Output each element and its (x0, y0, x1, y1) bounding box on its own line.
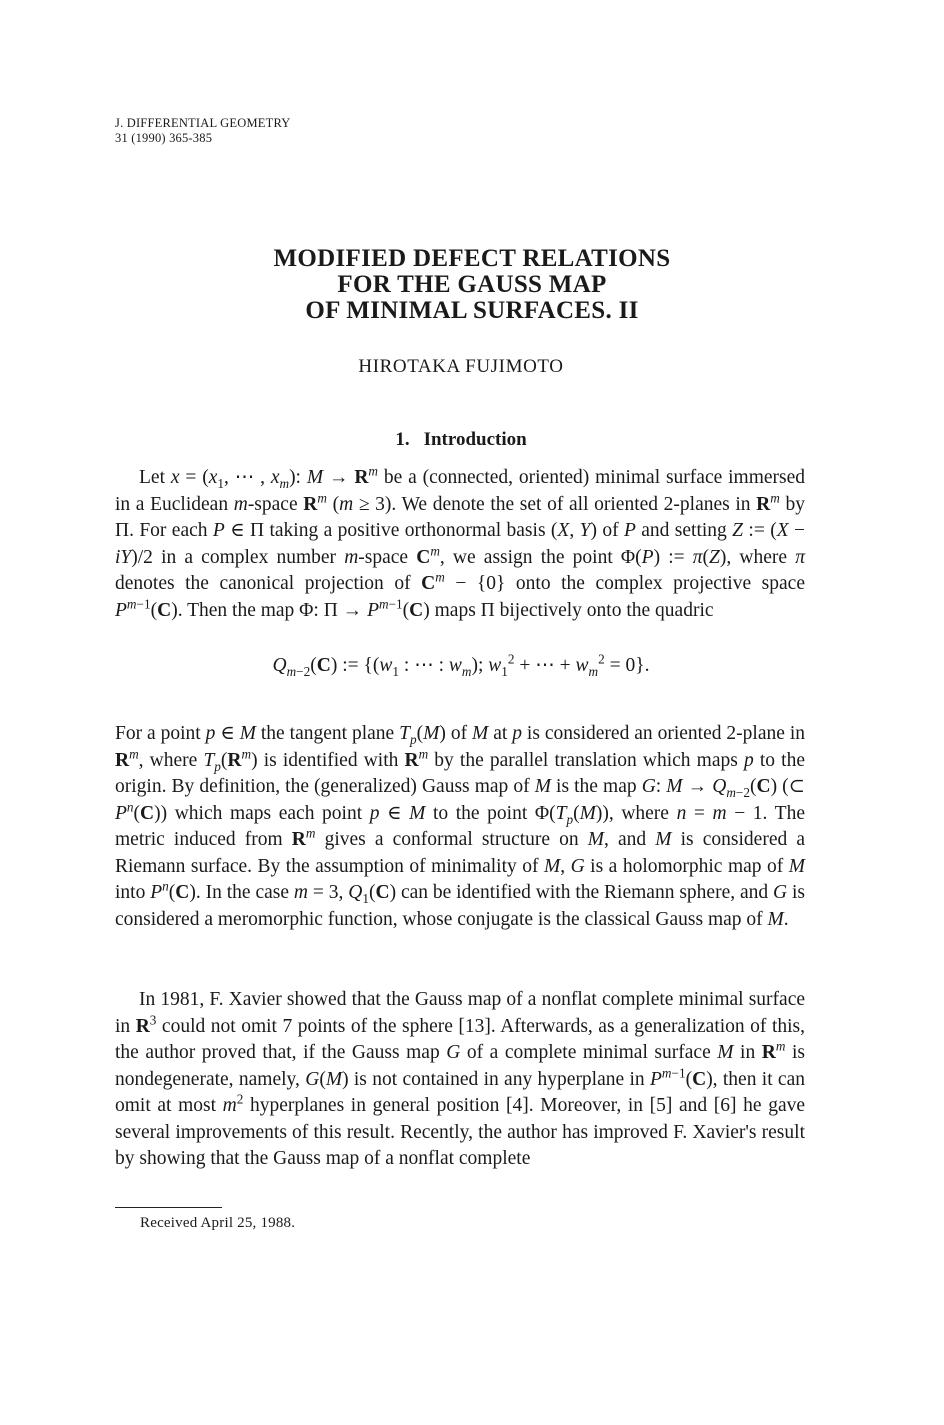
footnote-rule (115, 1207, 222, 1208)
journal-name: J. DIFFERENTIAL GEOMETRY (115, 116, 291, 130)
paragraph-3: In 1981, F. Xavier showed that the Gauss map of a nonflat complete minimal surface in $R^3$ could not omit 7 points of the sphere [13]. Afterwards, as a generalization of this, the author proved that, if the Gauss map G of a complete minimal surface M in $R^m$ is nondegenerate, namely, G(M) is not contained in any hyperplane in $P^{m-1}(C)$, then it can omit at most $m^2$ hyperplanes in general position [4]. Moreover, in [5] and [6] he gave several improvements of this result. Recently, the author has improved F. Xavier's result by showing that the Gauss map of a nonflat complete (115, 989, 806, 1169)
title-line-2: FOR THE GAUSS MAP (337, 271, 607, 298)
journal-volume-pages: 31 (1990) 365-385 (115, 131, 213, 145)
quadric-equation: $Q_{m-2}(C)$ := {($w_1$ : ⋯ : $w_m$); $w_1^2$ + ⋯ + $w_m^2 = 0$}. (272, 651, 650, 679)
paper-title (0, 246, 944, 324)
paragraph-1: Let $x = (x_1$, ⋯ , $x_m$): $M \to R^m$ be a (connected, oriented) minimal surface immersed in a Euclidean m-space $R^m$ (m ≥ 3). We denote the set of all oriented 2-planes in $R^m$ by Π. For each P ∈ Π taking a positive orthonormal basis (X, Y) of P and setting Z := (X − iY)/2 in a complex number m-space $C^m$, we assign the point Φ(P) := π(Z), where π denotes the canonical projection of $C^m - \{0\}$ onto the complex projective space $P^{m-1}(C)$. Then the map Φ: $\Pi \to P^{m-1}(C)$ maps Π bijectively onto the quadric (115, 463, 806, 621)
section-title: Introduction (423, 429, 527, 450)
title-line-1: MODIFIED DEFECT RELATIONS (273, 245, 671, 272)
received-footnote: Received April 25, 1988. (140, 1215, 296, 1231)
paragraph-2: For a point p ∈ M the tangent plane $T_p(M)$ of M at p is considered an oriented 2-plane in $R^m$, where $T_p(R^m)$ is identified with $R^m$ by the parallel translation which maps p to the origin. By definition, the (generalized) Gauss map of M is the map G: $M \to Q_{m-2}(C)$ (⊂ $P^n(C)$) which maps each point p ∈ M to the point $\Phi(T_p(M))$, where n = m − 1. The metric induced from $R^m$ gives a conformal structure on M, and M is considered a Riemann surface. By the assumption of minimality of M, G is a holomorphic map of M into $P^n(C)$. In the case m = 3, $Q_1(C)$ can be identified with the Riemann sphere, and G is considered a meromorphic function, whose conjugate is the classical Gauss map of M. (115, 723, 806, 930)
section-number: 1. (395, 429, 410, 450)
title-line-3: OF MINIMAL SURFACES. II (305, 297, 639, 324)
journal-header (115, 116, 291, 146)
author-name: HIROTAKA FUJIMOTO (358, 356, 564, 377)
section-heading (0, 429, 922, 451)
